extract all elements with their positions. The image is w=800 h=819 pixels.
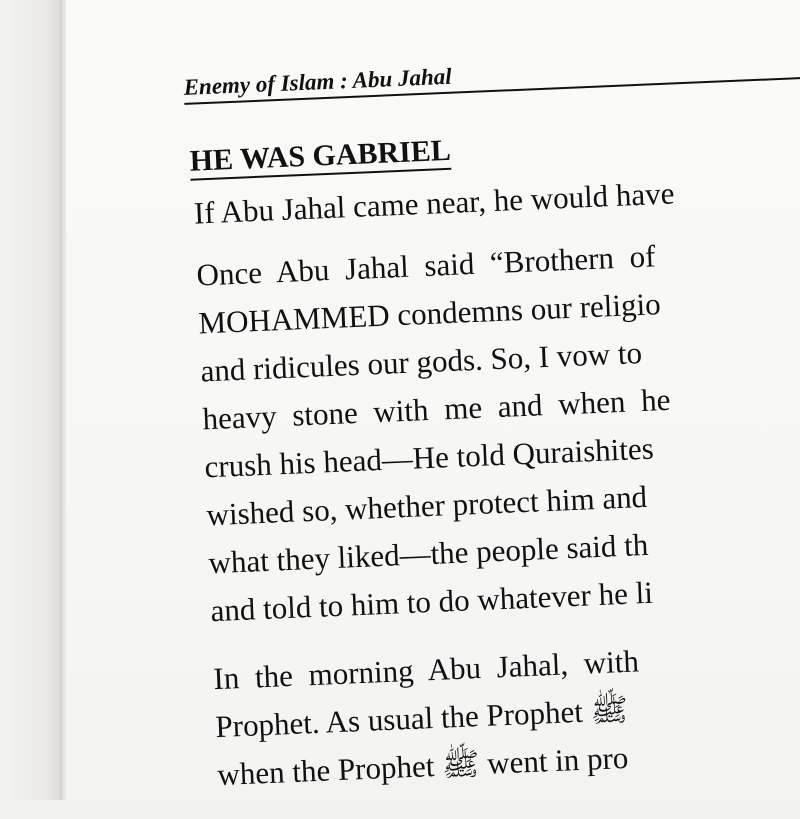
body-line: Once Abu Jahal said “Brothern of: [195, 238, 657, 293]
page-content: [180, 0, 800, 819]
body-line: In the morning Abu Jahal, with: [212, 643, 640, 697]
body-line: what they liked—the people said th: [207, 526, 649, 581]
body-line: and ridicules our gods. So, I vow to: [199, 334, 643, 389]
body-line: Prophet. As usual the Prophet ﷺ: [214, 691, 629, 745]
body-line: heavy stone with me and when he: [201, 381, 671, 437]
left-page-edge: [0, 0, 62, 800]
body-line: and told to him to do whatever he li: [209, 574, 654, 629]
running-head: Enemy of Islam : Abu Jahal: [183, 63, 453, 100]
section-title: HE WAS GABRIEL: [189, 134, 451, 181]
body-line: MOHAMMED condemns our religio: [197, 286, 662, 341]
body-line: If Abu Jahal came near, he would have: [193, 175, 676, 231]
body-line: crush his head—He told Quraishites: [203, 430, 655, 485]
body-line: wished so, whether protect him and: [205, 478, 648, 533]
body-line: when the Prophet ﷺ went in pro: [216, 739, 629, 793]
